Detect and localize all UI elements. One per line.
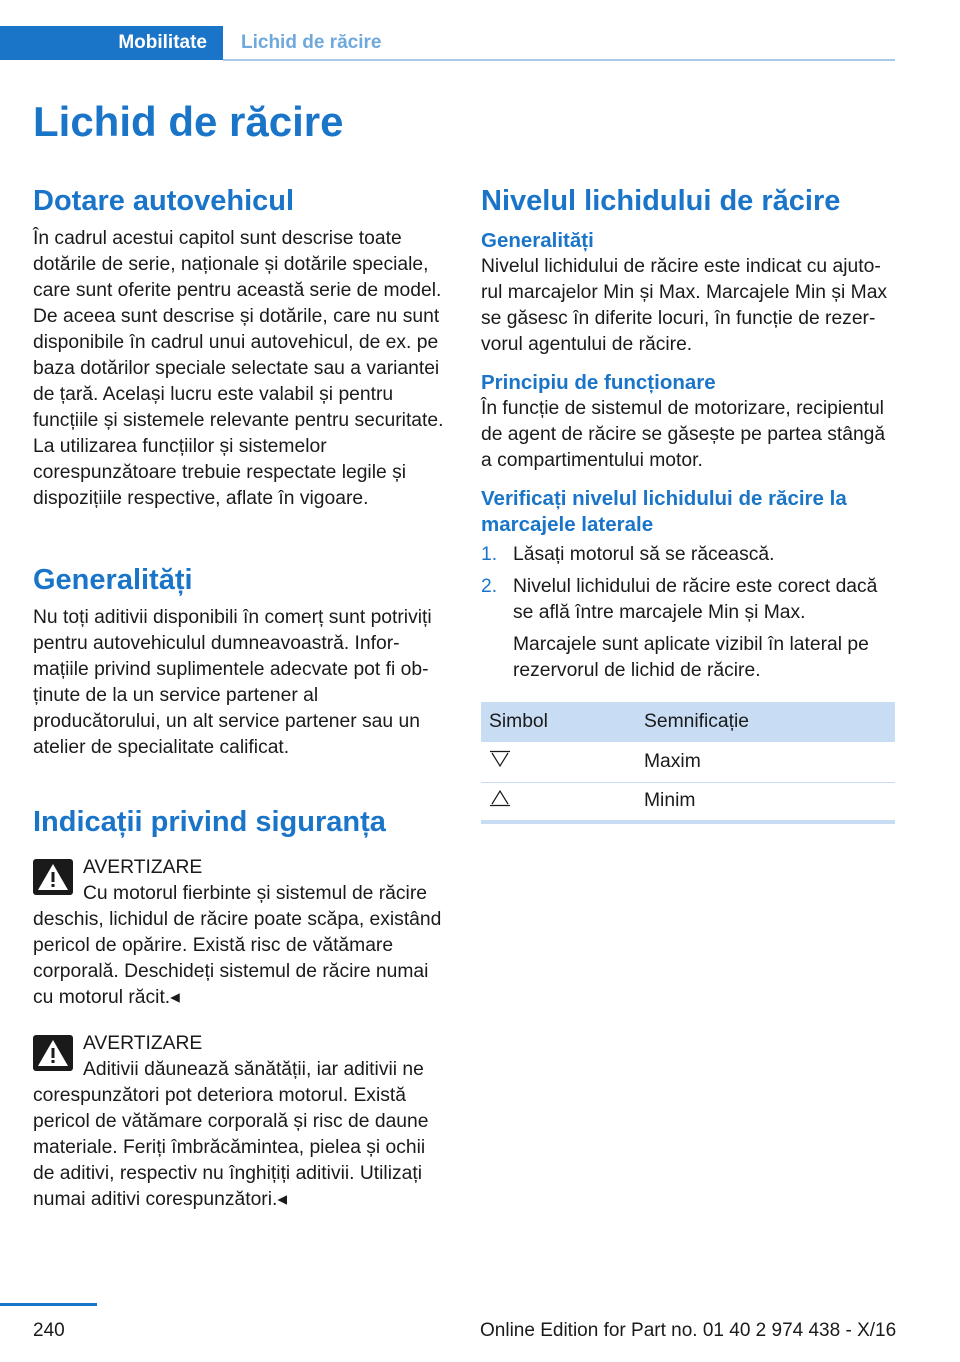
symbol-table (481, 702, 895, 824)
list-item (481, 542, 895, 568)
warning-triangle-icon (33, 1035, 73, 1071)
header-tabs (0, 26, 895, 62)
section-heading-siguranta: Indicații privind siguranța (33, 806, 386, 838)
subheading-verificati: Verificați nivelul lichidului de răcire la marcajele laterale (481, 487, 847, 536)
left-column (33, 180, 446, 1213)
list-item (481, 574, 895, 684)
step-subtext: Marcajele sunt aplicate vizibil în lateral pe rezervorul de lichid de răcire. (513, 634, 869, 681)
warning-block-2 (33, 1031, 446, 1213)
subheading-principiu: Principiu de funcționare (481, 371, 716, 394)
page-number: 240 (33, 1320, 65, 1341)
column-header-simbol: Simbol (481, 702, 636, 742)
subheading-generalitati: Generalități (481, 229, 594, 252)
table-header-row (481, 702, 895, 742)
page-title: Lichid de răcire (33, 98, 344, 145)
warning-text: corespunzători pot deteriora motorul. Există pericol de vătămare corporală și risc de daune materiale. Feriți îmbrăcămintea, pielea și ochii de aditivi, respectiv nu înghițiți aditivii. Utilizați numai aditivi corespunzători.◂ (33, 1085, 429, 1210)
footer-divider (0, 1303, 97, 1306)
step-text: Lăsați motorul să se răcească. (513, 544, 775, 565)
step-number: 1. (481, 544, 498, 565)
meaning-cell: Maxim (636, 742, 895, 782)
warning-text-first-line: Aditivii dăunează sănătății, iar aditivii ne (83, 1059, 424, 1080)
column-header-semnificatie: Semnificație (636, 702, 895, 742)
warning-text: deschis, lichidul de răcire poate scăpa, existând pericol de opărire. Există risc de vătămare corporală. Deschideți sistemul de răcire numai cu motorul răcit.◂ (33, 909, 442, 1008)
header-divider (223, 59, 895, 61)
min-mark-icon (489, 789, 511, 807)
edition-text: Online Edition for Part no. 01 40 2 974 438 - X/16 (480, 1320, 897, 1341)
section-heading-nivel: Nivelul lichidului de răcire (481, 185, 841, 217)
generalitati-text: Nu toți aditivii disponibili în comerț sunt potriviți pentru autovehiculul dumneavoastră. Informațiile privind suplimentele adecvate pot fi obținute de la un service partener al producătorului, un alt service partener sau un atelier de specialitate calificat. (33, 607, 432, 758)
section-heading-generalitati: Generalități (33, 564, 193, 596)
step-number: 2. (481, 576, 498, 597)
warning-block-1 (33, 855, 446, 1011)
meaning-cell: Minim (636, 782, 895, 822)
section-heading-dotare: Dotare autovehicul (33, 185, 295, 217)
steps-list (481, 542, 895, 684)
warning-triangle-icon (33, 859, 73, 895)
right-column (481, 180, 895, 824)
max-mark-icon (489, 750, 511, 768)
tab-mobilitate[interactable]: Mobilitate (0, 26, 223, 60)
table-row (481, 782, 895, 822)
principiu-text: În funcție de sistemul de motorizare, recipientul de agent de răcire se găsește pe partea stângă a compartimentului motor. (481, 398, 886, 471)
table-row (481, 742, 895, 782)
general-text: Nivelul lichidului de răcire este indicat cu ajutorul marcajelor Min și Max. Marcajele Min și Max se găsesc în diferite locuri, în funcție de rezervorul agentului de răcire. (481, 256, 888, 355)
warning-label: AVERTIZARE (83, 1033, 203, 1054)
warning-text-first-line: Cu motorul fierbinte și sistemul de răcire (83, 883, 427, 904)
step-text: Nivelul lichidului de răcire este corect dacă se află între marcajele Min și Max. (513, 576, 878, 623)
tab-lichid-de-racire[interactable]: Lichid de răcire (241, 32, 382, 53)
dotare-text: În cadrul acestui capitol sunt descrise toate dotările de serie, naționale și dotările speciale, care sunt oferite pentru această serie de model. De aceea sunt descrise și dotările, care nu sunt disponibile în cadrul unui autovehicul, de ex. pe baza dotărilor speciale selectate sau a variantei de țară. Același lucru este valabil și pentru funcțiile și sistemele relevante pentru securitate. La utilizarea funcțiilor și sistemelor corespunzătoare trebuie respectate legile și dispozițiile respective, aflate în vigoare. (33, 228, 444, 509)
warning-label: AVERTIZARE (83, 857, 203, 878)
